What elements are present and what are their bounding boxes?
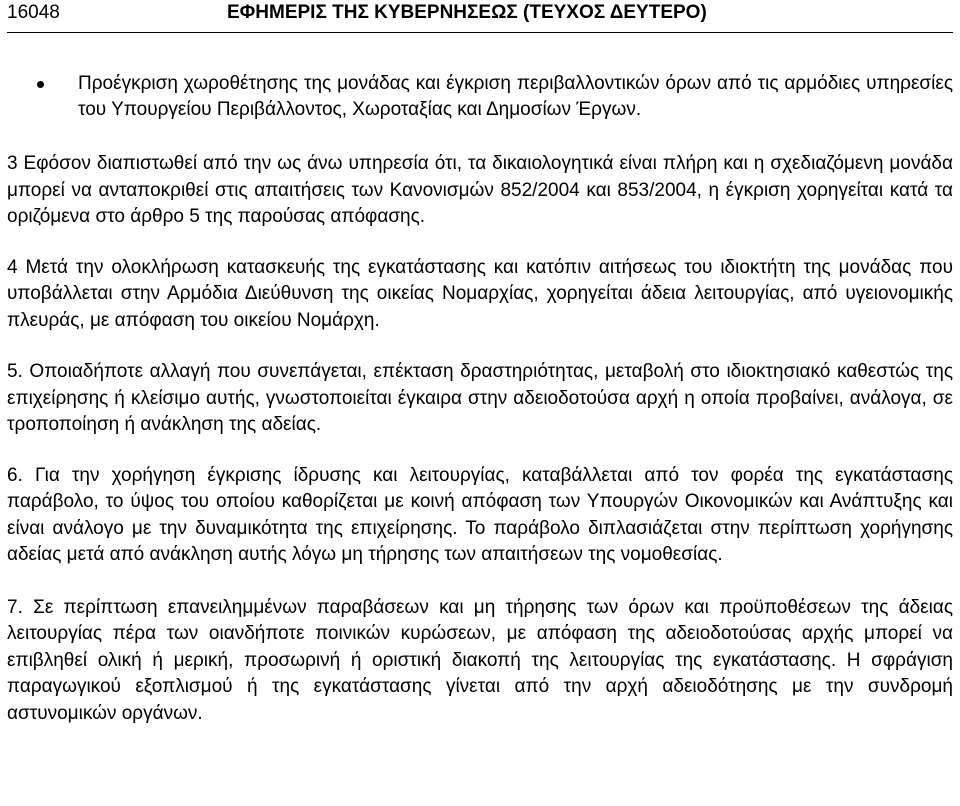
bullet-text: Προέγκριση χωροθέτησης της μονάδας και έγκριση περιβαλλοντικών όρων από τις αρμόδιες υπηρεσίες του Υπουργείου Περιβάλλοντος, Χωροταξίας και Δημοσίων Έργων. <box>78 73 953 120</box>
paragraph-5: 5. Οποιαδήποτε αλλαγή που συνεπάγεται, επέκταση δραστηριότητας, μεταβολή στο ιδιοκτησιακό καθεστώς της επιχείρησης ή κλείσιμο αυτής, γνωστοποιείται έγκαιρα στην αδειοδοτούσα αρχή η οποία προβαίνει, ανάλογα, σε τροποποίηση ή ανάκληση της αδείας. <box>7 361 953 435</box>
paragraph-6: 6. Για την χορήγηση έγκρισης ίδρυσης και λειτουργίας, καταβάλλεται από τον φορέα της εγκατάστασης παράβολο, το ύψος του οποίου καθορίζεται με κοινή απόφαση των Υπουργών Οικονομικών και Ανάπτυξης και είναι ανάλογο με την δυναμικότητα της επιχείρησης. Το παράβολο διπλασιάζεται στην περίπτωση χορήγησης αδείας μετά από ανάκληση αυτής λόγω μη τήρησης των απαιτήσεων της νομοθεσίας. <box>7 464 953 565</box>
paragraph-4: 4 Μετά την ολοκλήρωση κατασκευής της εγκατάστασης και κατόπιν αιτήσεως του ιδιοκτήτη της μονάδας που υποβάλλεται στην Αρμόδια Διεύθυνση της οικείας Νομαρχίας, χορηγείται άδεια λειτουργίας, από υγειονομικής πλευράς, με απόφαση του οικείου Νομάρχη. <box>7 256 953 331</box>
paragraph-3: 3 Εφόσον διαπιστωθεί από την ως άνω υπηρεσία ότι, τα δικαιολογητικά είναι πλήρη και η σχεδιαζόμενη μονάδα μπορεί να ανταποκριθεί στις απαιτήσεις των Κανονισμών 852/2004 και 853/2004, η έγκριση χορηγείται κατά τα οριζόμενα στο άρθρο 5 της παρούσας απόφασης. <box>7 153 953 227</box>
journal-title: ΕΦΗΜΕΡΙΣ ΤΗΣ ΚΥΒΕΡΝΗΣΕΩΣ (ΤΕΥΧΟΣ ΔΕΥΤΕΡΟ) <box>227 2 707 23</box>
page-header <box>7 0 953 33</box>
bullet-item <box>7 71 953 123</box>
bullet-icon <box>37 81 44 88</box>
paragraph-7: 7. Σε περίπτωση επανειλημμένων παραβάσεων και μη τήρησης των όρων και προϋποθέσεων της άδειας λειτουργίας πέρα των οιανδήποτε ποινικών κυρώσεων, με απόφαση της αδειοδοτούσας αρχής μπορεί να επιβληθεί ολική ή μερική, προσωρινή ή οριστική διακοπή της λειτουργίας της εγκατάστασης. Η σφράγιση παραγωγικού εξοπλισμού ή της εγκατάστασης γίνεται από την αρχή αδειοδότησης με την συνδρομή αστυνομικών οργάνων. <box>7 596 953 724</box>
page-number: 16048 <box>7 2 60 23</box>
